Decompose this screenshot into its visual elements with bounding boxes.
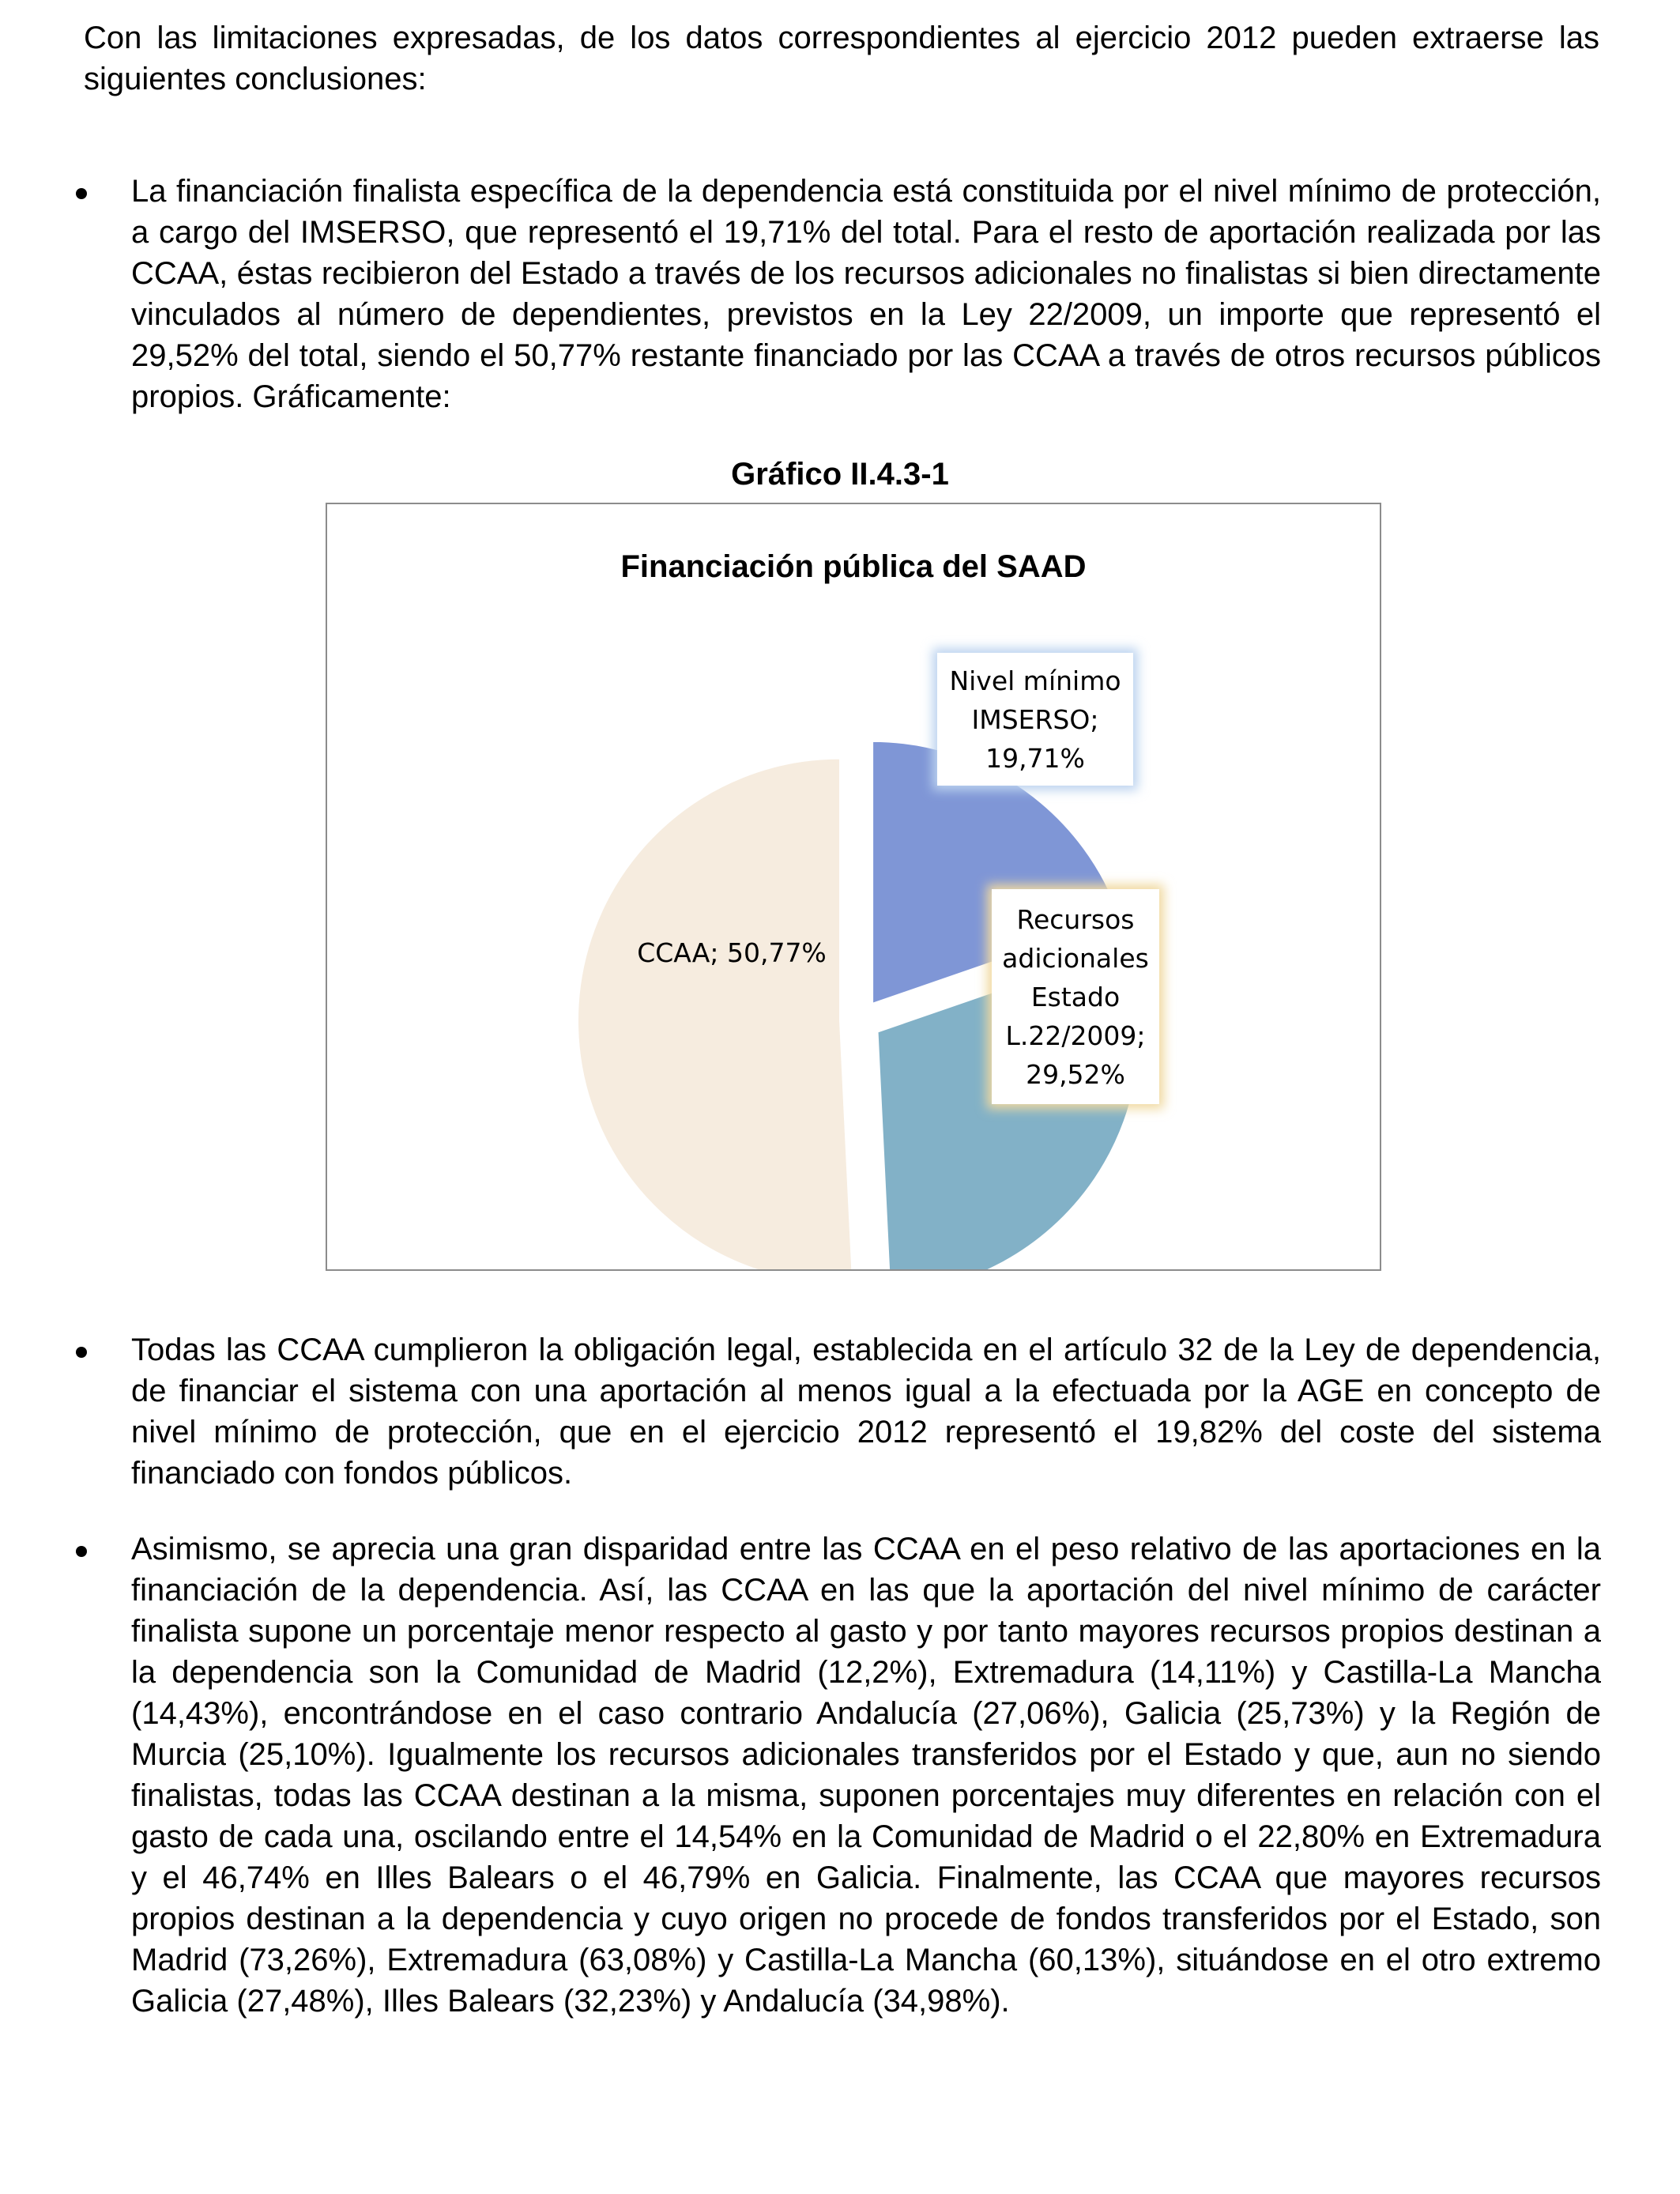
bullet-item-obligacion	[76, 1329, 1601, 1494]
pie-slice-2	[578, 759, 853, 1269]
bullet-icon	[76, 188, 87, 199]
bullet-item-disparidad	[76, 1529, 1601, 2022]
slice-label-line: 19,71%	[985, 743, 1085, 774]
pie-chart-frame	[326, 503, 1381, 1271]
bullet-text: Todas las CCAA cumplieron la obligación legal, establecida en el artículo 32 de la Ley de dependencia, de financiar el sistema con una aportación al menos igual a la efectuada por la AGE en concepto de nivel mínimo de protección, que en el ejercicio 2012 representó el 19,82% del coste del sistema financiado con fondos públicos.	[131, 1333, 1601, 1491]
slice-label-1	[987, 884, 1164, 1109]
bullet-icon	[76, 1347, 87, 1358]
bullet-text: Asimismo, se aprecia una gran disparidad entre las CCAA en el peso relativo de las aportaciones en la financiación de la dependencia. Así, las CCAA en las que la aportación del nivel mínimo de carácter finalista supone un porcentaje menor respecto al gasto y por tanto mayores recursos propios destinan a la dependencia son la Comunidad de Madrid (12,2%), Extremadura (14,11%) y Castilla-La Mancha (14,43%), encontrándose en el caso contrario Andalucía (27,06%), Galicia (25,73%) y la Región de Murcia (25,10%). Igualmente los recursos adicionales transferidos por el Estado y que, aun no siendo finalistas, todas las CCAA destinan a la misma, suponen porcentajes muy diferentes en relación con el gasto de cada una, oscilando entre el 14,54% en la Comunidad de Madrid o el 22,80% en Extremadura y el 46,74% en Illes Balears o el 46,79% en Galicia. Finalmente, las CCAA que mayores recursos propios destinan a la dependencia y cuyo origen no procede de fondos transferidos por el Estado, son Madrid (73,26%), Extremadura (63,08%) y Castilla-La Mancha (60,13%), situándose en el otro extremo Galicia (27,48%), Illes Balears (32,23%) y Andalucía (34,98%).	[131, 1532, 1601, 2019]
slice-label-line: CCAA; 50,77%	[637, 937, 827, 968]
chart-title: Financiación pública del SAAD	[620, 549, 1087, 584]
slice-label-line: Estado	[1030, 982, 1121, 1012]
pie-chart	[327, 504, 1380, 1269]
slice-label-line: Recursos	[1016, 904, 1135, 935]
slice-label-0	[932, 648, 1138, 790]
bullet-icon	[76, 1546, 87, 1557]
slice-label-line: 29,52%	[1026, 1059, 1125, 1090]
slice-label-line: Nivel mínimo	[949, 665, 1121, 696]
slice-label-line: L.22/2009;	[1005, 1020, 1146, 1051]
slice-label-line: adicionales	[1002, 943, 1149, 974]
slice-label-2	[637, 937, 827, 968]
bullet-text: La financiación finalista específica de la dependencia está constituida por el nivel mínimo de protección, a cargo del IMSERSO, que representó el 19,71% del total. Para el resto de aportación realizada por las CCAA, éstas recibieron del Estado a través de los recursos adicionales no finalistas si bien directamente vinculados al número de dependientes, previstos en la Ley 22/2009, un importe que representó el 29,52% del total, siendo el 50,77% restante financiado por las CCAA a través de otros recursos públicos propios. Gráficamente:	[131, 174, 1601, 414]
slice-label-line: IMSERSO;	[971, 704, 1099, 735]
bullet-item-financiacion	[76, 171, 1601, 417]
figure-caption: Gráfico II.4.3-1	[731, 457, 949, 492]
intro-paragraph: Con las limitaciones expresadas, de los datos correspondientes al ejercicio 2012 pueden extraerse las siguientes conclusiones:	[84, 21, 1599, 96]
